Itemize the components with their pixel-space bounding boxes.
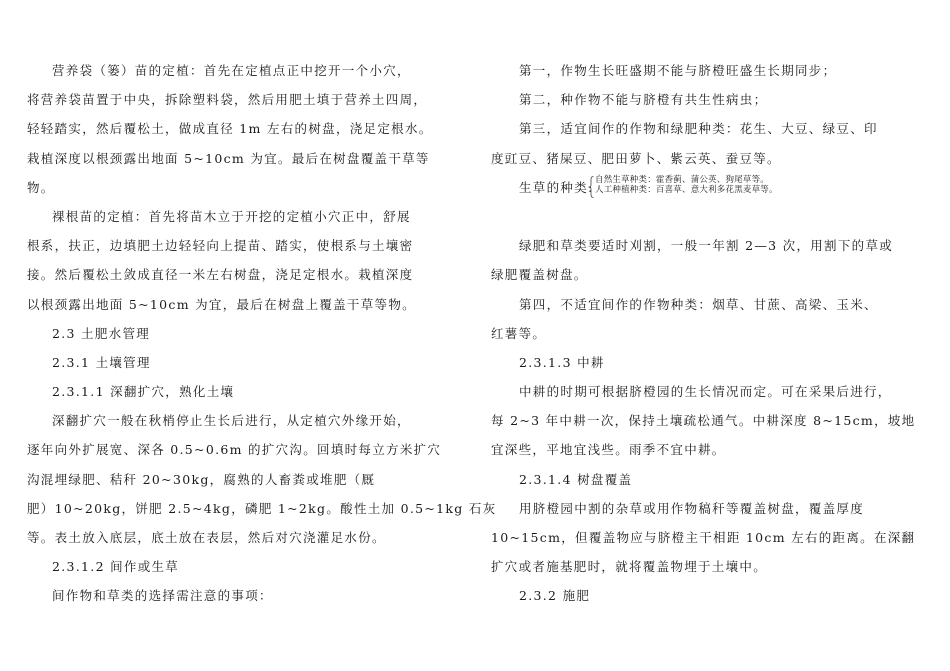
- text-line: 扩穴或者施基肥时，就将覆盖物埋于土壤中。: [491, 559, 768, 575]
- text-line: 红薯等。: [491, 325, 547, 341]
- section-heading: 2.3.1.3 中耕: [519, 354, 605, 370]
- artificial-grass-types: 人工种植种类：百喜草、意大利多花黑麦草等。: [595, 184, 778, 195]
- right-column: [491, 56, 916, 611]
- text-line: 每 2~3 年中耕一次，保持土壤疏松通气。中耕深度 8~15cm，坡地: [491, 413, 916, 429]
- section-heading: 2.3.1.4 树盘覆盖: [519, 471, 633, 487]
- grass-types-list: [595, 175, 778, 195]
- text-line: 将营养袋苗置于中央，拆除塑料袋，然后用肥土填于营养土四周，: [27, 92, 428, 108]
- grass-types-label: 生草的种类:: [519, 179, 594, 195]
- text-line: 绿肥和草类要适时刈割，一般一年割 2—3 次，用割下的草或: [519, 238, 894, 254]
- section-heading: 2.3.1.2 间作或生草: [52, 559, 180, 575]
- text-line: 用脐橙园中割的杂草或用作物稿秆等覆盖树盘，覆盖厚度: [519, 500, 865, 516]
- grass-types-row: [491, 173, 871, 202]
- section-heading: 2.3.1.1 深翻扩穴，熟化土壤: [52, 384, 235, 400]
- text-line: 轻轻踏实，然后覆松土，做成直径 1m 左右的树盘，浇足定根水。: [27, 121, 433, 137]
- text-line: 以根颈露出地面 5~10cm 为宜，最后在树盘上覆盖干草等物。: [27, 296, 416, 312]
- section-heading: 2.3 土肥水管理: [52, 325, 151, 341]
- text-line: 中耕的时期可根据脐橙园的生长情况而定。可在采果后进行，: [519, 384, 892, 400]
- list-item: 第二，种作物不能与脐橙有共生性病虫；: [519, 92, 768, 108]
- list-item: 第一，作物生长旺盛期不能与脐橙旺盛生长期同步；: [519, 63, 837, 78]
- brace-icon: [588, 176, 594, 198]
- text-line: 营养袋（篓）苗的定植：首先在定植点正中挖开一个小穴，: [52, 63, 411, 78]
- text-line: 深翻扩穴一般在秋梢停止生长后进行，从定植穴外缘开始，: [52, 413, 411, 429]
- natural-grass-types: 自然生草种类：霍香蓟、蒲公英、狗尾草等。: [595, 174, 770, 185]
- list-item: 第三，适宜间作的作物和绿肥种类：花生、大豆、绿豆、印: [519, 121, 878, 137]
- text-line: 栽植深度以根颈露出地面 5~10cm 为宜。最后在树盘覆盖干草等: [27, 150, 430, 166]
- section-heading: 2.3.2 施肥: [519, 588, 591, 604]
- text-line: 裸根苗的定植：首先将苗木立于开挖的定植小穴正中，舒展: [52, 208, 411, 224]
- text-line: 间作物和草类的选择需注意的事项：: [52, 588, 273, 604]
- text-line: 根系，扶正，边填肥土边轻轻向上提苗、踏实，使根系与土壤密: [27, 238, 414, 254]
- text-line: 沟混埋绿肥、秸秆 20~30kg，腐熟的人畜粪或堆肥（厩: [27, 471, 376, 487]
- text-line: 逐年向外扩展宽、深各 0.5~0.6m 的扩穴沟。回填时每立方米扩穴: [27, 442, 442, 458]
- blank-line: [491, 202, 871, 231]
- list-item: 第四，不适宜间作的作物种类：烟草、甘蔗、高梁、玉米、: [519, 296, 878, 312]
- text-line: 接。然后覆松土敛成直径一米左右树盘，浇足定根水。栽植深度: [27, 267, 414, 283]
- text-line: 物。: [27, 179, 55, 195]
- left-column: [27, 56, 497, 611]
- text-line: 肥）10~20kg，饼肥 2.5~4kg，磷肥 1~2kg。酸性土加 0.5~1kg 石灰: [27, 500, 497, 516]
- text-line: 度豇豆、猪屎豆、肥田萝卜、紫云英、蚕豆等。: [491, 150, 781, 166]
- text-line: 宜深些，平地宜浅些。雨季不宜中耕。: [491, 442, 726, 458]
- text-line: 绿肥覆盖树盘。: [491, 267, 588, 283]
- section-heading: 2.3.1 土壤管理: [52, 354, 151, 370]
- text-line: 10~15cm，但覆盖物应与脐橙主干相距 10cm 左右的距离。在深翻: [491, 530, 916, 545]
- text-line: 等。表土放入底层，底土放在表层，然后对穴浇灌足水份。: [27, 530, 386, 545]
